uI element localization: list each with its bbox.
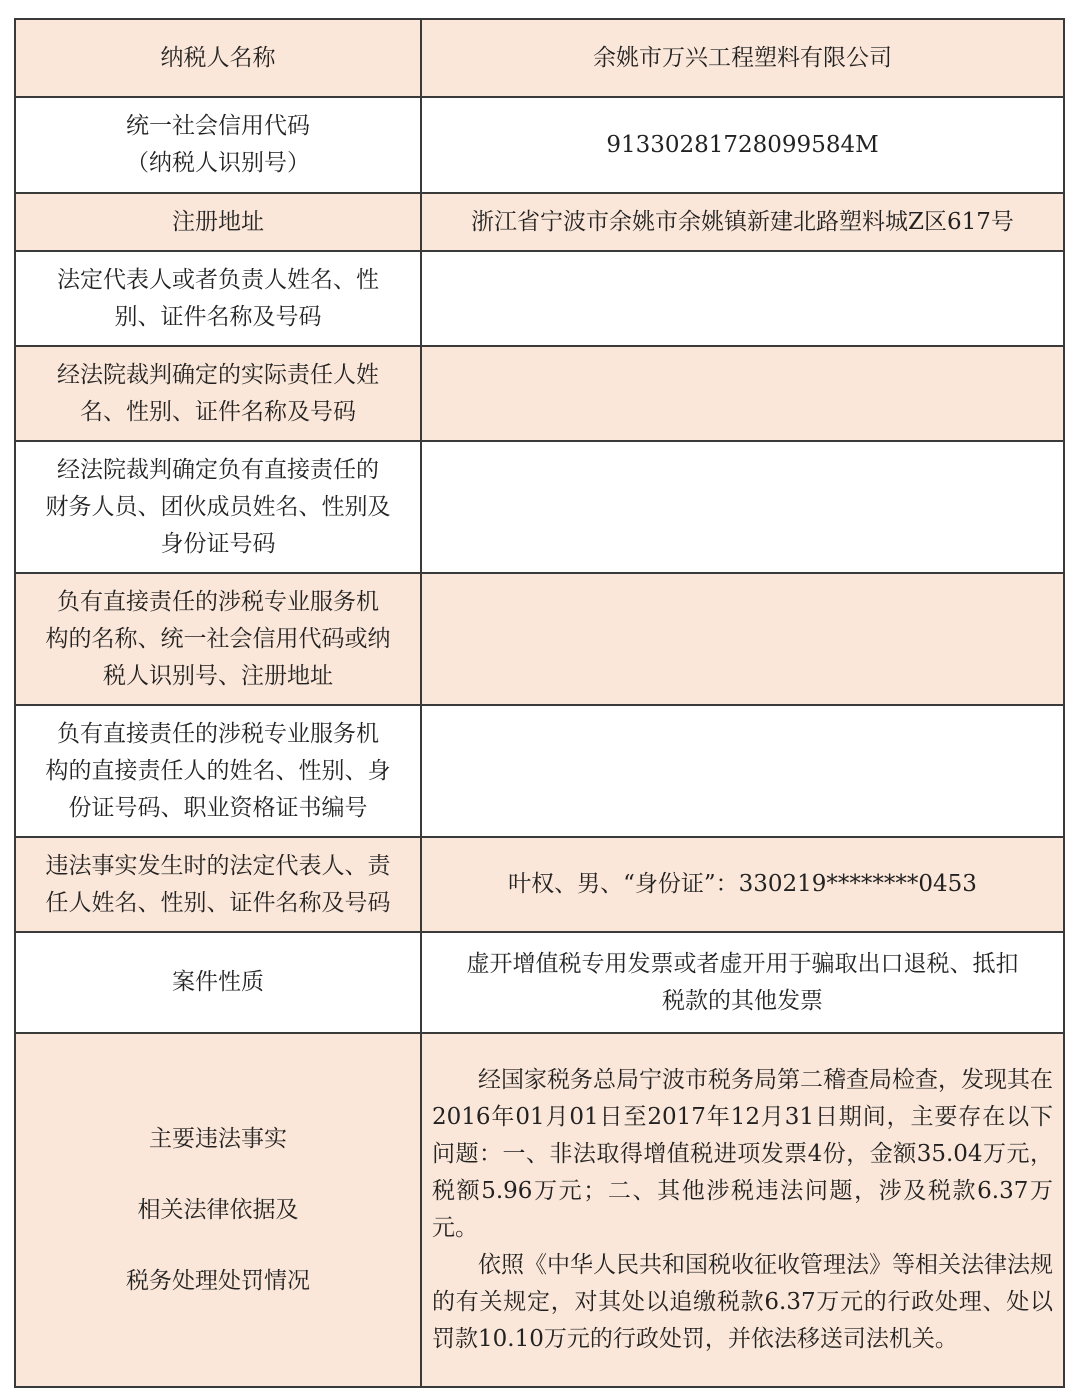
label-cell [15,573,421,705]
credit-code-label: 统一社会信用代码 （纳税人识别号） [126,113,310,176]
label-cell [15,441,421,573]
value-cell [421,573,1064,705]
label-cell [15,932,421,1033]
financial-staff-label: 经法院裁判确定负有直接责任的 财务人员、团伙成员姓名、性别及 身份证号码 [45,456,391,557]
table-row [15,193,1064,251]
table-row [15,1033,1064,1387]
value-cell [421,193,1064,251]
table-row [15,837,1064,932]
violation-facts-labels [26,1121,410,1300]
service-agency-label: 负有直接责任的涉税专业服务机 构的名称、统一社会信用代码或纳 税人识别号、注册地址 [45,588,391,689]
representative-at-violation-label: 违法事实发生时的法定代表人、责 任人姓名、性别、证件名称及号码 [45,852,391,916]
table-row [15,97,1064,193]
facts-paragraph: 经国家税务总局宁波市税务局第二稽查局检查，发现其在2016年01月01日至2017年12月31日期间，主要存在以下问题：一、非法取得增值税进项发票4份，金额35.04万元，税额5.96万元；二、其他涉税违法问题，涉及税款6.37万元。 [432,1067,1053,1241]
penalty-paragraph: 依照《中华人民共和国税收征收管理法》等相关法律法规的有关规定，对其处以追缴税款6.37万元的行政处理、处以罚款10.10万元的行政处罚，并依法移送司法机关。 [432,1252,1053,1352]
table-row [15,573,1064,705]
credit-code-value: 91330281728099584M [606,131,879,158]
label-cell [15,193,421,251]
table-row [15,441,1064,573]
table-row [15,346,1064,441]
tax-violation-table [14,18,1065,1388]
table-row [15,19,1064,97]
label-cell [15,97,421,193]
value-cell [421,19,1064,97]
label-cell [15,1033,421,1387]
value-cell [421,1033,1064,1387]
taxpayer-name-value: 余姚市万兴工程塑料有限公司 [593,44,892,71]
table-row [15,705,1064,837]
main-facts-label: 主要违法事实 [149,1125,287,1152]
value-cell [421,97,1064,193]
label-cell [15,346,421,441]
penalty-label: 税务处理处罚情况 [126,1267,310,1294]
value-cell [421,251,1064,346]
label-cell [15,19,421,97]
legal-basis-label: 相关法律依据及 [137,1196,299,1223]
value-cell [421,837,1064,932]
agency-person-label: 负有直接责任的涉税专业服务机 构的直接责任人的姓名、性别、身 份证号码、职业资格证书编号 [45,720,391,821]
registered-address-label: 注册地址 [172,208,264,235]
actual-responsible-label: 经法院裁判确定的实际责任人姓 名、性别、证件名称及号码 [57,361,379,425]
case-nature-value: 虚开增值税专用发票或者虚开用于骗取出口退税、抵扣 税款的其他发票 [466,950,1019,1014]
value-cell [421,441,1064,573]
table-row [15,251,1064,346]
label-cell [15,837,421,932]
value-cell [421,346,1064,441]
legal-representative-label: 法定代表人或者负责人姓名、性 别、证件名称及号码 [57,266,379,330]
table-row [15,932,1064,1033]
label-cell [15,705,421,837]
registered-address-value: 浙江省宁波市余姚市余姚镇新建北路塑料城Z区617号 [471,208,1014,235]
case-nature-label: 案件性质 [172,969,264,995]
representative-at-violation-value: 叶权、男、“身份证”：330219********0453 [508,871,977,897]
label-cell [15,251,421,346]
value-cell [421,932,1064,1033]
taxpayer-name-label: 纳税人名称 [160,44,276,71]
value-cell [421,705,1064,837]
